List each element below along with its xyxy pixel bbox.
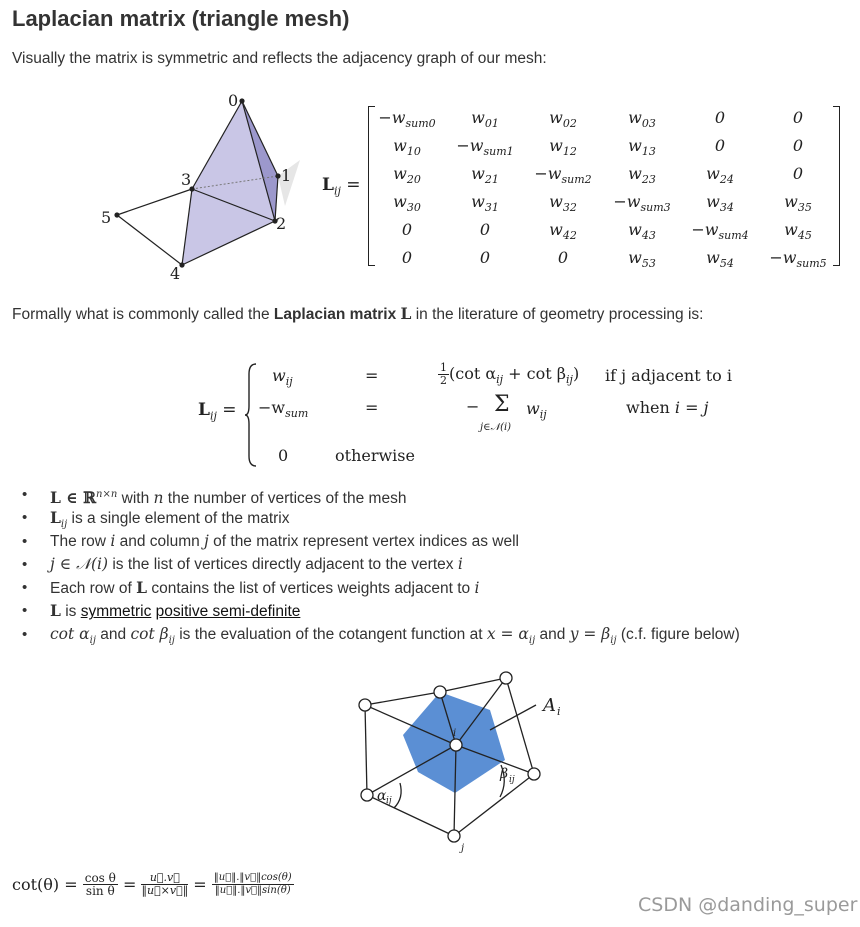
list-item: • The row i and column j of the matrix represent vertex indices as well (20, 530, 740, 553)
matrix-cell: $w_{35}$ (784, 192, 812, 215)
matrix-cell: $-w_{sum5}$ (769, 248, 827, 271)
matrix-cell: $w_{02}$ (549, 108, 577, 131)
matrix-cell: $w_{34}$ (706, 192, 734, 215)
alpha-label-sub: ij (386, 796, 392, 806)
matrix-cell: $w_{03}$ (628, 108, 656, 131)
voronoi-area-figure (350, 660, 590, 855)
laplacian-matrix (368, 104, 840, 271)
bottom-vertex-label: j (461, 843, 465, 854)
piecewise-row2-eq: = (365, 398, 379, 417)
area-label: A (543, 695, 556, 716)
piecewise-row2-cond: when i = j (626, 398, 709, 417)
matrix-cell: $w_{53}$ (628, 248, 656, 271)
vertex-label-4: 4 (170, 264, 181, 283)
matrix-cell: $w_{10}$ (393, 136, 421, 159)
matrix-cell: 0 (714, 108, 726, 127)
list-item: • j ∈ 𝒩(i) is the list of vertices directly adjacent to the vertex i (20, 553, 740, 576)
positive-semi-definite-link[interactable]: positive semi-definite (155, 603, 301, 621)
beta-label-sub: ij (509, 775, 515, 785)
watermark: CSDN @danding_super (638, 894, 858, 916)
matrix-cell: $w_{20}$ (393, 164, 421, 187)
vertex-label-5: 5 (101, 208, 112, 227)
beta-label: β (500, 766, 509, 782)
matrix-cell: $w_{23}$ (628, 164, 656, 187)
matrix-cell: $w_{30}$ (393, 192, 421, 215)
matrix-cell: 0 (792, 164, 804, 183)
area-label-sub: i (557, 705, 561, 718)
matrix-cell: 0 (792, 108, 804, 127)
piecewise-sigma: Σ (494, 392, 510, 417)
list-item: • L ∈ ℝ$^{n\times n}$ with n the number of vertices of the mesh (20, 483, 740, 506)
piecewise-row1-expr: $\frac{1}{2}$ (cot $\alpha_{ij} + \cot \beta_{ij}$) (440, 361, 580, 387)
piecewise-row1-cond: if j adjacent to i (605, 366, 732, 385)
symmetric-link[interactable]: symmetric (80, 603, 152, 621)
matrix-cell: $w_{43}$ (628, 220, 656, 243)
matrix-cell: $w_{32}$ (549, 192, 577, 215)
list-item: • $L_{ij}$ is a single element of the matrix (20, 506, 740, 529)
matrix-lhs: $L_{ij}$ = (322, 175, 361, 198)
matrix-cell: $-w_{sum2}$ (534, 164, 592, 187)
mesh-figure (95, 88, 305, 283)
matrix-cell: 0 (401, 248, 413, 267)
vertex-label-1: 1 (281, 166, 292, 185)
center-vertex-label: i (453, 728, 457, 739)
list-item: • Each row of L contains the list of vertices weights adjacent to i (20, 576, 740, 599)
matrix-cell: 0 (479, 248, 491, 267)
matrix-cell: $-w_{sum1}$ (456, 136, 514, 159)
piecewise-lhs: $L_{ij}$ = (198, 400, 237, 423)
list-item: • $\cot \alpha_{ij}$ and $\cot \beta_{ij}$ is the evaluation of the cotangent function at $x = \alpha_{ij}$ and $y = \beta_{ij}$ (c.f. figure below) (20, 623, 740, 646)
formal-text: Formally what is commonly called the Laplacian matrix L in the literature of geometry processing is: (12, 304, 704, 323)
matrix-cell: $w_{24}$ (706, 164, 734, 187)
list-item: • L is symmetric positive semi-definite (20, 599, 740, 622)
matrix-cell: $-w_{sum4}$ (691, 220, 749, 243)
vertex-label-0: 0 (228, 91, 239, 110)
matrix-cell: 0 (401, 220, 413, 239)
matrix-cell: 0 (792, 136, 804, 155)
matrix-cell: $w_{31}$ (471, 192, 499, 215)
matrix-cell: $-w_{sum3}$ (613, 192, 671, 215)
matrix-cell: $w_{12}$ (549, 136, 577, 159)
matrix-cell: $w_{54}$ (706, 248, 734, 271)
piecewise-row2-left: $-w_{sum}$ (258, 398, 309, 421)
matrix-cell: $-w_{sum0}$ (378, 108, 436, 131)
vertex-label-2: 2 (276, 214, 287, 233)
matrix-cell: $w_{13}$ (628, 136, 656, 159)
piecewise-row2-term: $w_{ij}$ (526, 399, 547, 422)
piecewise-row1-eq: = (365, 366, 379, 385)
matrix-cell: 0 (557, 248, 569, 267)
page-title: Laplacian matrix (triangle mesh) (12, 6, 350, 31)
matrix-cell: 0 (714, 136, 726, 155)
matrix-cell: $w_{42}$ (549, 220, 577, 243)
cot-formula: cot(θ) = $\frac{\text{cos θ}}{\text{sin θ}}$ = $\frac{u⃗.v⃗}{‖u⃗\times v⃗‖}$ = $\frac{‖u⃗‖.‖v⃗‖\cos(\theta)}{‖u⃗‖.‖v⃗‖\sin(\theta)}$ (12, 871, 292, 898)
piecewise-sum-under: j∈𝒩(i) (480, 422, 512, 433)
piecewise-brace (244, 362, 258, 468)
alpha-label: α (377, 788, 387, 804)
matrix-cell: $w_{45}$ (784, 220, 812, 243)
property-list (20, 483, 740, 646)
matrix-cell: $w_{01}$ (471, 108, 499, 131)
matrix-cell: $w_{21}$ (471, 164, 499, 187)
intro-text: Visually the matrix is symmetric and reflects the adjacency graph of our mesh: (12, 50, 547, 67)
piecewise-row3-cond: otherwise (335, 446, 415, 465)
piecewise-row2-minus: − (466, 397, 480, 416)
piecewise-row1-left: $w_{ij}$ (272, 366, 293, 389)
matrix-cell: 0 (479, 220, 491, 239)
piecewise-row3-left: 0 (278, 446, 289, 465)
vertex-label-3: 3 (181, 170, 192, 189)
